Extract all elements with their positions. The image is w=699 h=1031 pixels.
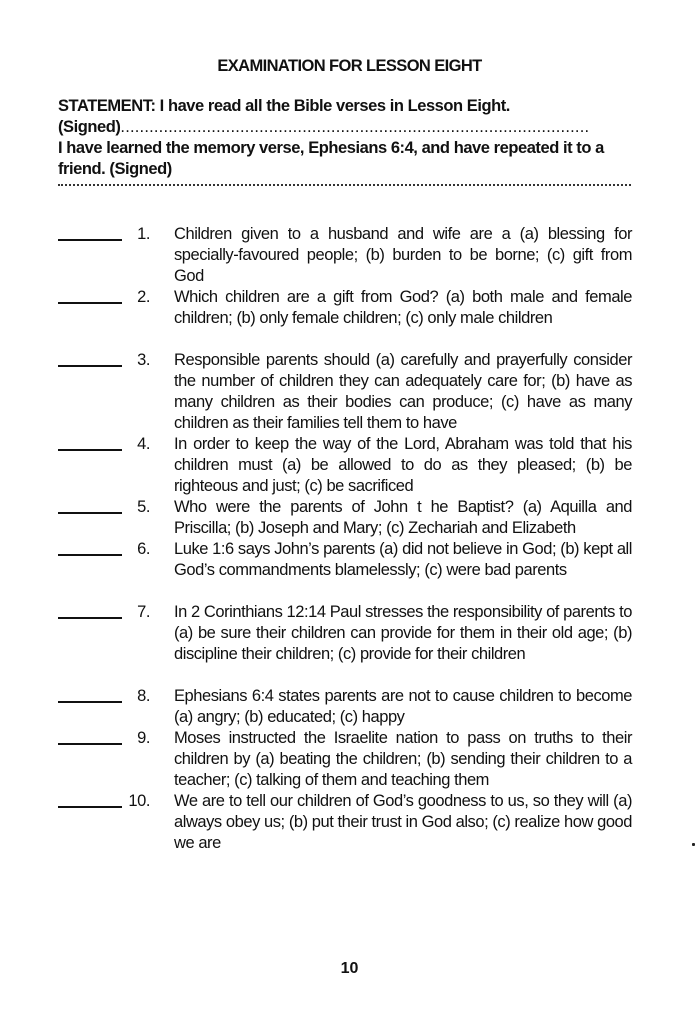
- question-number: 9.: [137, 729, 150, 747]
- statement-memory-verse-cont: friend. (Signed): [58, 160, 172, 178]
- question-number: 2.: [137, 288, 150, 306]
- question-number: 8.: [137, 687, 150, 705]
- signature-2-dotted-line[interactable]: [58, 182, 631, 186]
- question-text: In 2 Corinthians 12:14 Paul stresses the responsibility of parents to (a) be sure their children can provide for them in their old age; (b) discipline their children; (c) provide for their children: [174, 603, 632, 663]
- question-number: 5.: [137, 498, 150, 516]
- answer-blank-6[interactable]: [58, 554, 122, 556]
- statement-block: [58, 96, 633, 180]
- answer-blank-3[interactable]: [58, 365, 122, 367]
- question-text: We are to tell our children of God’s goodness to us, so they will (a) always obey us; (b) put their trust in God also; (c) realize how good we are: [174, 792, 632, 852]
- signature-1[interactable]: [58, 117, 633, 138]
- answer-blank-8[interactable]: [58, 701, 122, 703]
- signature-1-dots: ..................................................................................................: [120, 118, 590, 136]
- question-number: 3.: [137, 351, 150, 369]
- question-text: Children given to a husband and wife are a (a) blessing for specially-favoured people; (b) burden to be borne; (c) gift from God: [174, 225, 632, 285]
- statement-memory-verse: I have learned the memory verse, Ephesians 6:4, and have repeated it to a: [58, 139, 604, 157]
- page-title: EXAMINATION FOR LESSON EIGHT: [217, 57, 482, 75]
- page-number: 10: [340, 960, 359, 977]
- question-number: 4.: [137, 435, 150, 453]
- question-text: Moses instructed the Israelite nation to pass on truths to their children by (a) beating the children; (b) sending their children to a teacher; (c) talking of them and teaching them: [174, 729, 632, 789]
- question-text: Luke 1:6 says John’s parents (a) did not believe in God; (b) kept all God’s commandments blamelessly; (c) were bad parents: [174, 540, 632, 579]
- answer-blank-4[interactable]: [58, 449, 122, 451]
- answer-blank-2[interactable]: [58, 302, 122, 304]
- question-number: 6.: [137, 540, 150, 558]
- question-text: Responsible parents should (a) carefully and prayerfully consider the number of children they can adequately care for; (b) have as many children as their bodies can produce; (c) have as many children as their families tell them to have: [174, 351, 632, 432]
- answer-blank-5[interactable]: [58, 512, 122, 514]
- answer-blank-10[interactable]: [58, 806, 122, 808]
- question-text: Ephesians 6:4 states parents are not to cause children to become (a) angry; (b) educated; (c) happy: [174, 687, 632, 726]
- answer-blank-9[interactable]: [58, 743, 122, 745]
- signed-label: (Signed): [58, 118, 121, 136]
- scan-speck: [692, 843, 695, 846]
- question-text: Who were the parents of John t he Baptist? (a) Aquilla and Priscilla; (b) Joseph and Mary; (c) Zechariah and Elizabeth: [174, 498, 632, 537]
- statement-read: STATEMENT: I have read all the Bible verses in Lesson Eight.: [58, 97, 510, 115]
- question-number: 1.: [137, 225, 150, 243]
- answer-blank-1[interactable]: [58, 239, 122, 241]
- question-number: 10.: [128, 792, 150, 810]
- question-text: Which children are a gift from God? (a) both male and female children; (b) only female children; (c) only male children: [174, 288, 632, 327]
- answer-blank-7[interactable]: [58, 617, 122, 619]
- question-number: 7.: [137, 603, 150, 621]
- question-text: In order to keep the way of the Lord, Abraham was told that his children must (a) be allowed to do as they pleased; (b) be righteous and just; (c) be sacrificed: [174, 435, 632, 495]
